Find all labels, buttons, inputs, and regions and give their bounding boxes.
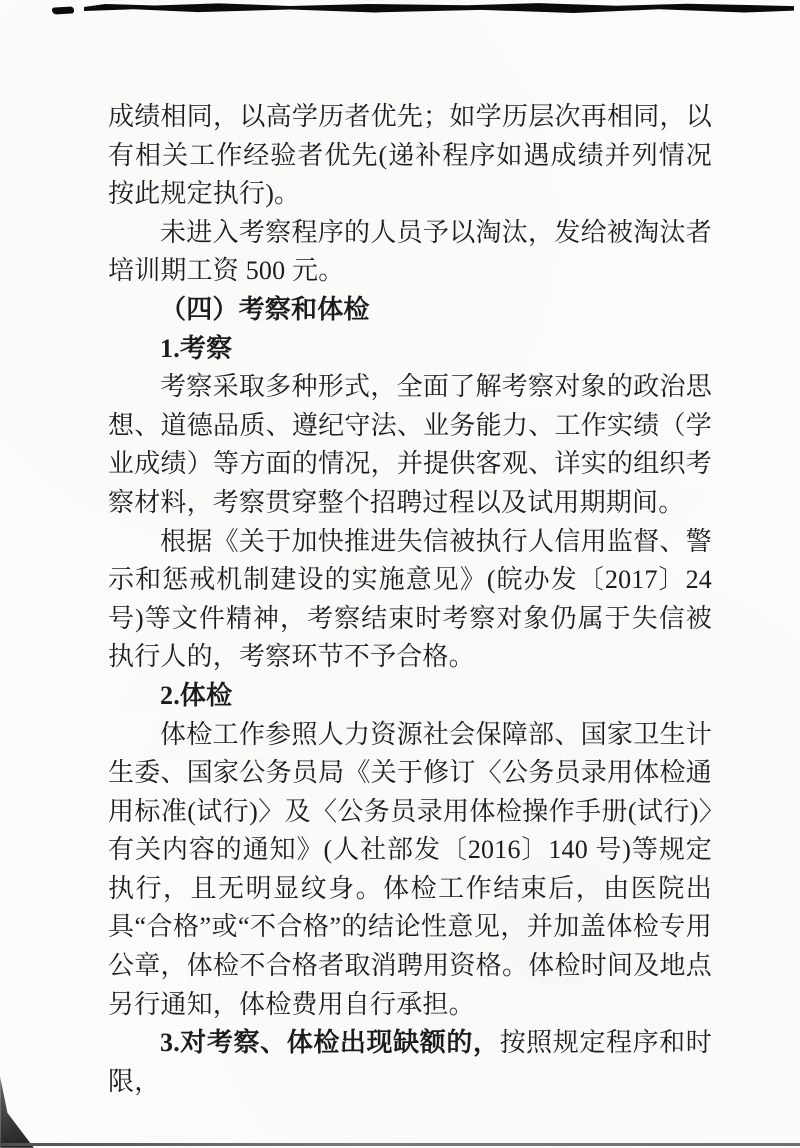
scan-artifact-top-left-mark — [52, 6, 74, 14]
para-elimination-allowance — [108, 214, 712, 291]
para-vacancy-replacement — [108, 1024, 712, 1101]
para-physical-exam-rules — [108, 716, 712, 1025]
heading-item-1-inspection-run-0: 1.考察 — [160, 333, 233, 363]
para-vacancy-replacement-run-0: 3.对考察、体检出现缺额的， — [160, 1028, 500, 1058]
heading-item-2-physical-exam — [108, 677, 712, 716]
para-vacancy-replacement-run-1: 按照规定程序和时限， — [108, 1028, 712, 1096]
scan-artifact-bottom-edge-line — [0, 1143, 800, 1146]
scan-artifact-top-edge — [84, 2, 794, 13]
para-elimination-allowance-run-0: 未进入考察程序的人员予以淘汰，发给被淘汰者培训期工资 500 元。 — [108, 217, 712, 286]
para-dishonest-executee — [108, 523, 712, 677]
para-inspection-process — [108, 368, 712, 522]
para-tie-break-continuation — [108, 98, 712, 214]
heading-item-2-physical-exam-run-0: 2.体检 — [160, 680, 233, 710]
heading-section-four — [108, 291, 712, 330]
para-inspection-process-run-0: 考察采取多种形式，全面了解考察对象的政治思想、道德品质、遵纪守法、业务能力、工作实绩（学业成绩）等方面的情况，并提供客观、详实的组织考察材料，考察贯穿整个招聘过程以及试用期期间。 — [108, 372, 712, 517]
para-dishonest-executee-run-0: 根据《关于加快推进失信被执行人信用监督、警示和惩戒机制建设的实施意见》(皖办发〔2017〕24 号)等文件精神，考察结束时考察对象仍属于失信被执行人的，考察环节不予合格。 — [108, 526, 712, 672]
para-physical-exam-rules-run-0: 体检工作参照人力资源社会保障部、国家卫生计生委、国家公务员局《关于修订〈公务员录用体检通用标准(试行)〉及〈公务员录用体检操作手册(试行)〉有关内容的通知》(人社部发〔2016〕140 号)等规定执行，且无明显纹身。体检工作结束后，由医院出具“合格”或“不合格”的结论性意见，并加盖体检专用公章，体检不合格者取消聘用资格。体检时间及地点另行通知，体检费用自行承担。 — [108, 719, 712, 1019]
heading-item-1-inspection — [108, 330, 712, 369]
scan-artifact-bottom-left-smudge — [0, 1070, 34, 1148]
document-body — [108, 98, 712, 1101]
heading-section-four-run-0: （四）考察和体检 — [160, 294, 370, 324]
para-tie-break-continuation-run-0: 成绩相同，以高学历者优先；如学历层次再相同，以有相关工作经验者优先(递补程序如遇成绩并列情况按此规定执行)。 — [108, 102, 712, 209]
